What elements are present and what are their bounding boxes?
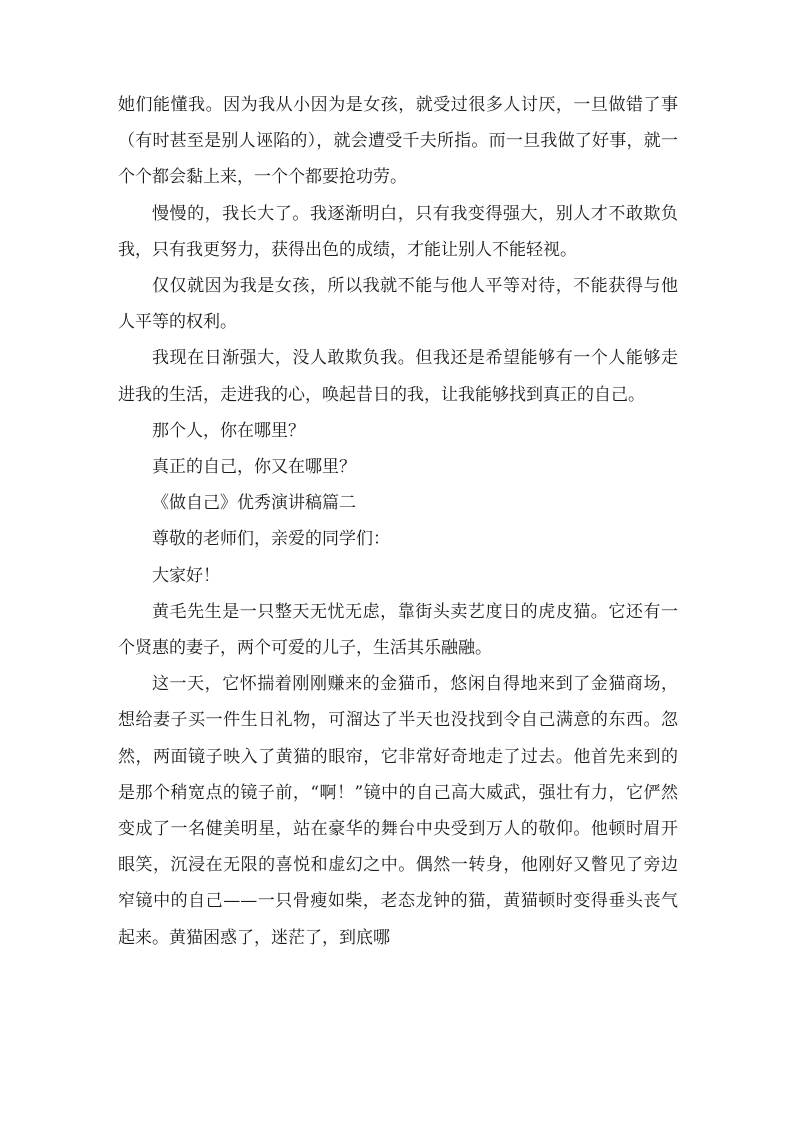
paragraph: 真正的自己，你又在哪里？	[152, 457, 356, 478]
paragraph: 仅仅就因为我是女孩，所以我就不能与他人平等对待，不能获得与他人平等的权利。	[118, 276, 678, 333]
document-body	[118, 87, 678, 956]
salutation: 尊敬的老师们，亲爱的同学们：	[152, 529, 390, 550]
paragraph-continuation: 她们能懂我。因为我从小因为是女孩，就受过很多人讨厌，一旦做错了事（有时甚至是别人诬陷的），就会遭受千夫所指。而一旦我做了好事，就一个个都会黏上来，一个个都要抢功劳。	[118, 95, 678, 188]
paragraph: 那个人，你在哪里？	[152, 420, 305, 441]
greeting: 大家好！	[152, 565, 220, 586]
paragraph: 我现在日渐强大，没人敢欺负我。但我还是希望能够有一个人能够走进我的生活，走进我的心，唤起昔日的我，让我能够找到真正的自己。	[118, 348, 678, 405]
paragraph: 黄毛先生是一只整天无忧无虑，靠街头卖艺度日的虎皮猫。它还有一个贤惠的妻子，两个可爱的儿子，生活其乐融融。	[118, 601, 678, 659]
section-heading: 《做自己》优秀演讲稿篇二	[152, 493, 356, 514]
paragraph: 慢慢的，我长大了。我逐渐明白，只有我变得强大，别人才不敢欺负我，只有我更努力，获得出色的成绩，才能让别人不能轻视。	[118, 203, 678, 260]
paragraph: 这一天，它怀揣着刚刚赚来的金猫币，悠闲自得地来到了金猫商场，想给妻子买一件生日礼物，可溜达了半天也没找到令自己满意的东西。忽然，两面镜子映入了黄猫的眼帘，它非常好奇地走了过去。他首先来到的是那个稍宽点的镜子前，“啊！”镜中的自己高大威武，强壮有力，它俨然变成了一名健美明星，站在豪华的舞台中央受到万人的敬仰。他顿时眉开眼笑，沉浸在无限的喜悦和虚幻之中。偶然一转身，他刚好又瞥见了旁边窄镜中的自己——一只骨瘦如柴，老态龙钟的猫，黄猫顿时变得垂头丧气起来。黄猫困惑了，迷茫了，到底哪	[118, 674, 678, 948]
